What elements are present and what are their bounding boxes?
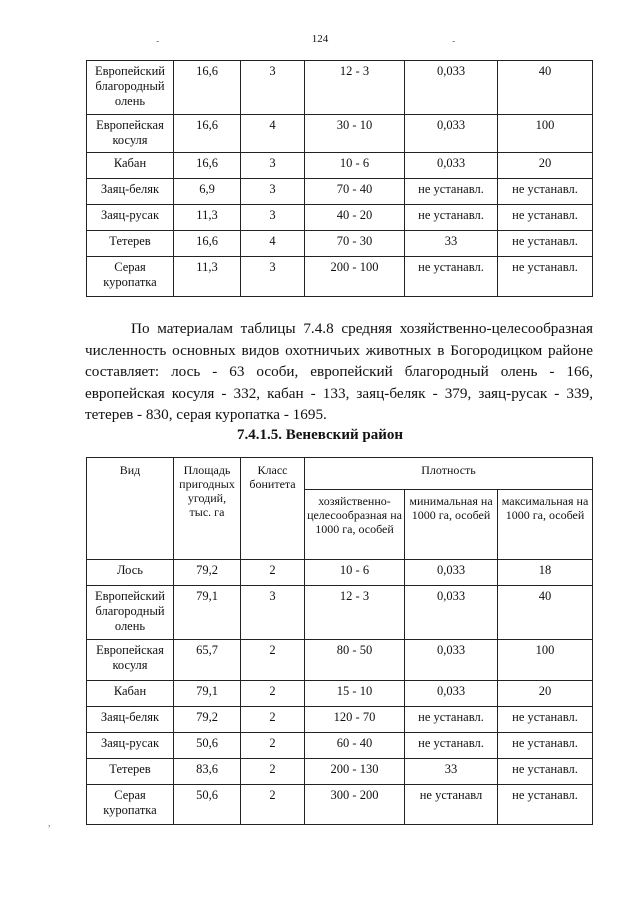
- header-econ: хозяйственно-целесообразная на 1000 га, особей: [305, 490, 405, 560]
- species-cell: Заяц-беляк: [87, 707, 174, 733]
- scan-mark: -: [452, 36, 456, 47]
- value-cell: не устанавл.: [405, 707, 498, 733]
- species-cell: Серая куропатка: [87, 257, 174, 297]
- value-cell: 11,3: [174, 257, 241, 297]
- value-cell: 120 - 70: [305, 707, 405, 733]
- value-cell: 60 - 40: [305, 733, 405, 759]
- value-cell: 70 - 30: [305, 231, 405, 257]
- table-row: [87, 205, 593, 231]
- value-cell: 16,6: [174, 153, 241, 179]
- table-row: [87, 257, 593, 297]
- value-cell: не устанавл.: [405, 179, 498, 205]
- value-cell: 200 - 130: [305, 759, 405, 785]
- value-cell: не устанавл.: [405, 205, 498, 231]
- table-row: [87, 759, 593, 785]
- header-area: Площадь пригодных угодий, тыс. га: [174, 458, 241, 560]
- table-row: [87, 560, 593, 586]
- density-table-bogoroditsk: [86, 60, 593, 297]
- value-cell: 30 - 10: [305, 115, 405, 153]
- value-cell: 6,9: [174, 179, 241, 205]
- value-cell: 2: [241, 560, 305, 586]
- value-cell: 16,6: [174, 61, 241, 115]
- value-cell: 79,2: [174, 560, 241, 586]
- table-row: [87, 640, 593, 681]
- value-cell: 2: [241, 759, 305, 785]
- value-cell: 0,033: [405, 115, 498, 153]
- value-cell: 16,6: [174, 115, 241, 153]
- species-cell: Заяц-русак: [87, 733, 174, 759]
- value-cell: 100: [498, 640, 593, 681]
- value-cell: 83,6: [174, 759, 241, 785]
- header-min: минимальная на 1000 га, особей: [405, 490, 498, 560]
- value-cell: 18: [498, 560, 593, 586]
- table-row: [87, 179, 593, 205]
- value-cell: не устанавл.: [405, 733, 498, 759]
- table-row: [87, 681, 593, 707]
- section-title: 7.4.1.5. Веневский район: [237, 427, 403, 443]
- density-table-venev: [86, 457, 593, 825]
- value-cell: 2: [241, 733, 305, 759]
- species-cell: Европейская косуля: [87, 115, 174, 153]
- value-cell: 0,033: [405, 586, 498, 640]
- value-cell: 40 - 20: [305, 205, 405, 231]
- value-cell: 12 - 3: [305, 586, 405, 640]
- value-cell: 50,6: [174, 733, 241, 759]
- value-cell: 4: [241, 231, 305, 257]
- value-cell: 80 - 50: [305, 640, 405, 681]
- table-row: [87, 785, 593, 825]
- value-cell: 10 - 6: [305, 153, 405, 179]
- table-row: [87, 707, 593, 733]
- value-cell: 15 - 10: [305, 681, 405, 707]
- species-cell: Заяц-русак: [87, 205, 174, 231]
- species-cell: Кабан: [87, 681, 174, 707]
- value-cell: 10 - 6: [305, 560, 405, 586]
- value-cell: не устанавл: [405, 785, 498, 825]
- value-cell: 3: [241, 257, 305, 297]
- header-density: Плотность: [305, 458, 593, 490]
- value-cell: 50,6: [174, 785, 241, 825]
- value-cell: 12 - 3: [305, 61, 405, 115]
- table-row: [87, 115, 593, 153]
- value-cell: 0,033: [405, 153, 498, 179]
- value-cell: 40: [498, 586, 593, 640]
- value-cell: 300 - 200: [305, 785, 405, 825]
- value-cell: 11,3: [174, 205, 241, 231]
- value-cell: 79,1: [174, 681, 241, 707]
- value-cell: 33: [405, 759, 498, 785]
- value-cell: не устанавл.: [498, 205, 593, 231]
- header-max: максимальная на 1000 га, особей: [498, 490, 593, 560]
- value-cell: не устанавл.: [498, 733, 593, 759]
- value-cell: 33: [405, 231, 498, 257]
- value-cell: 20: [498, 153, 593, 179]
- species-cell: Лось: [87, 560, 174, 586]
- value-cell: 200 - 100: [305, 257, 405, 297]
- species-cell: Европейский благородный олень: [87, 61, 174, 115]
- value-cell: 40: [498, 61, 593, 115]
- value-cell: 0,033: [405, 681, 498, 707]
- value-cell: 3: [241, 153, 305, 179]
- value-cell: не устанавл.: [498, 179, 593, 205]
- value-cell: 0,033: [405, 61, 498, 115]
- value-cell: 70 - 40: [305, 179, 405, 205]
- value-cell: 3: [241, 586, 305, 640]
- value-cell: 4: [241, 115, 305, 153]
- value-cell: 79,2: [174, 707, 241, 733]
- value-cell: 2: [241, 640, 305, 681]
- value-cell: не устанавл.: [498, 759, 593, 785]
- table-row: [87, 586, 593, 640]
- scan-mark: -: [156, 36, 160, 47]
- value-cell: 0,033: [405, 560, 498, 586]
- species-cell: Серая куропатка: [87, 785, 174, 825]
- value-cell: 3: [241, 61, 305, 115]
- value-cell: 3: [241, 179, 305, 205]
- value-cell: 2: [241, 707, 305, 733]
- species-cell: Европейская косуля: [87, 640, 174, 681]
- table-row: [87, 153, 593, 179]
- value-cell: не устанавл.: [498, 785, 593, 825]
- value-cell: 79,1: [174, 586, 241, 640]
- value-cell: 2: [241, 785, 305, 825]
- species-cell: Тетерев: [87, 759, 174, 785]
- table-row: [87, 733, 593, 759]
- value-cell: не устанавл.: [498, 231, 593, 257]
- species-cell: Тетерев: [87, 231, 174, 257]
- scan-mark: ,: [48, 818, 51, 829]
- value-cell: 65,7: [174, 640, 241, 681]
- table-row: [87, 231, 593, 257]
- value-cell: 100: [498, 115, 593, 153]
- species-cell: Кабан: [87, 153, 174, 179]
- header-species: Вид: [87, 458, 174, 560]
- value-cell: не устанавл.: [498, 257, 593, 297]
- species-cell: Заяц-беляк: [87, 179, 174, 205]
- species-cell: Европейский благородный олень: [87, 586, 174, 640]
- value-cell: 20: [498, 681, 593, 707]
- value-cell: 0,033: [405, 640, 498, 681]
- value-cell: 3: [241, 205, 305, 231]
- value-cell: не устанавл.: [498, 707, 593, 733]
- value-cell: не устанавл.: [405, 257, 498, 297]
- table-row: [87, 61, 593, 115]
- value-cell: 2: [241, 681, 305, 707]
- header-class: Класс бонитета: [241, 458, 305, 560]
- summary-paragraph: По материалам таблицы 7.4.8 средняя хозяйственно-целесообразная численность основных видов охотничьих животных в Богородицком районе составляет: лось - 63 особи, европейский благородный олень - 166, европейская косуля - 332, кабан - 133, заяц-беляк - 379, заяц-русак - 339, тетерев - 830, серая куропатка - 1695.: [85, 320, 593, 423]
- value-cell: 16,6: [174, 231, 241, 257]
- page-number: 124: [311, 33, 329, 45]
